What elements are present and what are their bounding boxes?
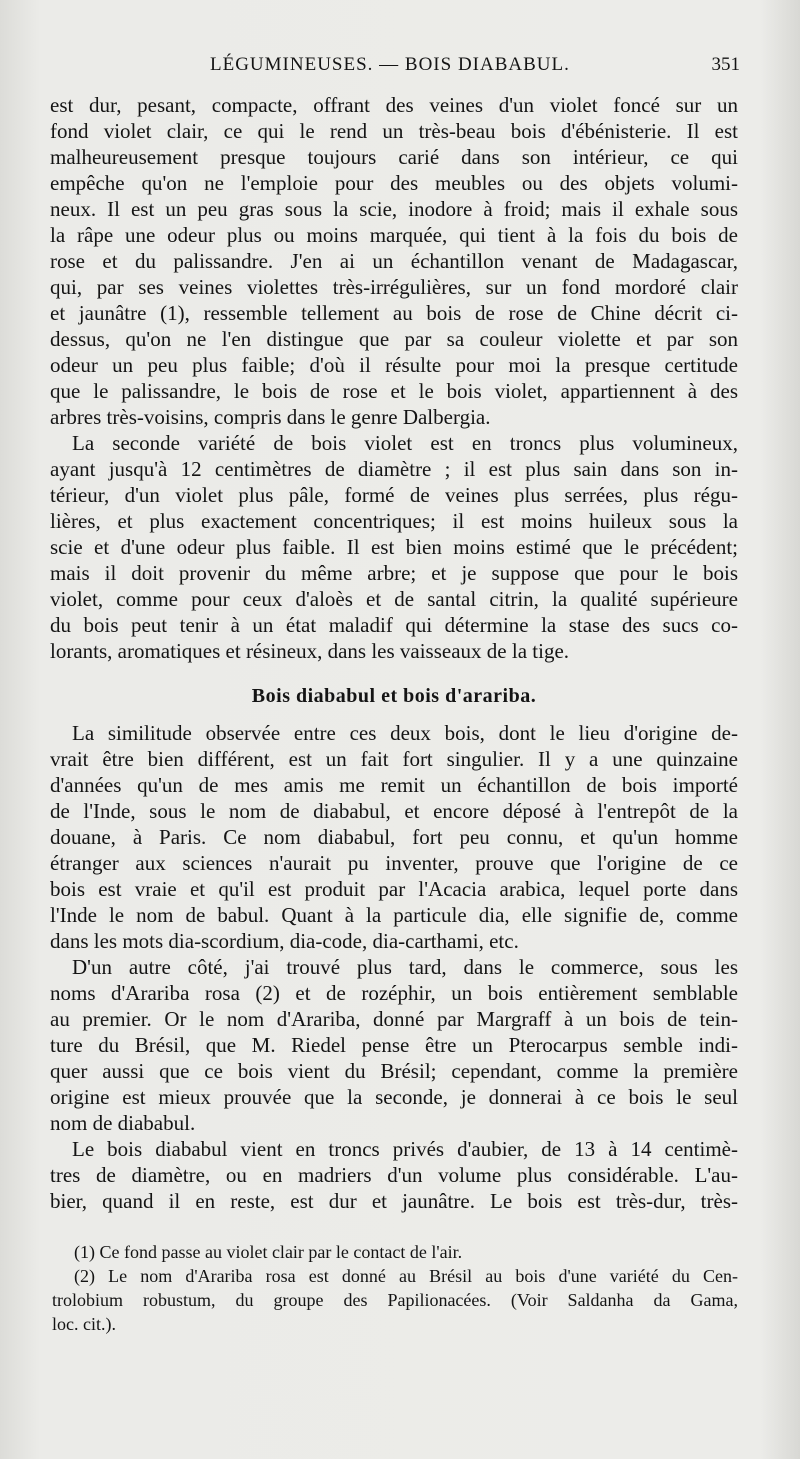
text-line: vrait être bien différent, est un fait fort singulier. Il y a une quinzaine	[50, 747, 738, 771]
text-line: origine est mieux prouvée que la seconde, je donnerai à ce bois le seul	[50, 1085, 738, 1109]
footnote-line: (2) Le nom d'Arariba rosa est donné au Brésil au bois d'une variété du Cen-	[74, 1266, 738, 1286]
body-text	[50, 92, 738, 1214]
text-line: La similitude observée entre ces deux bois, dont le lieu d'origine de-	[72, 721, 738, 745]
text-line: dans les mots dia-scordium, dia-code, dia-carthami, etc.	[50, 929, 519, 953]
text-line: noms d'Arariba rosa (2) et de rozéphir, un bois entièrement semblable	[50, 981, 738, 1005]
text-line: douane, à Paris. Ce nom diababul, fort peu connu, et qu'un homme	[50, 825, 738, 849]
text-line: bier, quand il en reste, est dur et jaunâtre. Le bois est très-dur, très-	[50, 1189, 738, 1213]
text-line: la râpe une odeur plus ou moins marquée, qui tient à la fois du bois de	[50, 223, 738, 247]
paragraph	[50, 92, 738, 430]
text-line: tres de diamètre, ou en madriers d'un volume plus considérable. L'au-	[50, 1163, 738, 1187]
text-line: ture du Brésil, que M. Riedel pense être un Pterocarpus semble indi-	[50, 1033, 738, 1057]
text-line: mais il doit provenir du même arbre; et je suppose que pour le bois	[50, 561, 738, 585]
running-head: LÉGUMINEUSES. — BOIS DIABABUL.	[210, 54, 570, 75]
text-line: est dur, pesant, compacte, offrant des veines d'un violet foncé sur un	[50, 93, 738, 117]
page-header	[50, 54, 740, 80]
text-line: fond violet clair, ce qui le rend un très-beau bois d'ébénisterie. Il est	[50, 119, 738, 143]
text-line: La seconde variété de bois violet est en troncs plus volumineux,	[72, 431, 738, 455]
text-line: ayant jusqu'à 12 centimètres de diamètre ; il est plus sain dans son in-	[50, 457, 738, 481]
text-line: au premier. Or le nom d'Arariba, donné par Margraff à un bois de tein-	[50, 1007, 738, 1031]
text-line: odeur un peu plus faible; d'où il résulte pour moi la presque certitude	[50, 353, 738, 377]
text-line: d'années qu'un de mes amis me remit un échantillon de bois importé	[50, 773, 738, 797]
section-title: Bois diababul et bois d'arariba.	[251, 685, 537, 707]
paragraph	[50, 954, 738, 1136]
text-line: Le bois diababul vient en troncs privés d'aubier, de 13 à 14 centimè-	[72, 1137, 738, 1161]
text-line: rose et du palissandre. J'en ai un échantillon venant de Madagascar,	[50, 249, 738, 273]
footnote-line: trolobium robustum, du groupe des Papilionacées. (Voir Saldanha da Gama,	[52, 1290, 738, 1310]
text-line: dessus, qu'on ne l'en distingue que par sa couleur violette et par son	[50, 327, 738, 351]
footnote-line: (1) Ce fond passe au violet clair par le contact de l'air.	[74, 1242, 463, 1262]
text-line: du bois peut tenir à un état maladif qui détermine la stase des sucs co-	[50, 613, 738, 637]
page-number: 351	[711, 54, 740, 75]
paragraph	[50, 430, 738, 664]
text-line: bois est vraie et qu'il est produit par l'Acacia arabica, lequel porte dans	[50, 877, 738, 901]
text-line: qui, par ses veines violettes très-irrégulières, sur un fond mordoré clair	[50, 275, 738, 299]
text-line: que le palissandre, le bois de rose et le bois violet, appartiennent à des	[50, 379, 738, 403]
text-line: et jaunâtre (1), ressemble tellement au bois de rose de Chine décrit ci-	[50, 301, 738, 325]
text-line: lorants, aromatiques et résineux, dans les vaisseaux de la tige.	[50, 639, 570, 663]
text-line: étranger aux sciences n'aurait pu inventer, prouve que l'origine de ce	[50, 851, 738, 875]
text-line: empêche qu'on ne l'emploie pour des meubles ou des objets volumi-	[50, 171, 738, 195]
text-line: violet, comme pour ceux d'aloès et de santal citrin, la qualité supérieure	[50, 587, 738, 611]
text-line: nom de diababul.	[50, 1111, 196, 1135]
footnote-line: loc. cit.).	[52, 1314, 116, 1334]
text-line: lières, et plus exactement concentriques; il est moins huileux sous la	[50, 509, 738, 533]
paragraph	[50, 1136, 738, 1214]
text-line: neux. Il est un peu gras sous la scie, inodore à froid; mais il exhale sous	[50, 197, 738, 221]
text-line: malheureusement presque toujours carié dans son intérieur, ce qui	[50, 145, 738, 169]
text-line: de l'Inde, sous le nom de diababul, et encore déposé à l'entrepôt de la	[50, 799, 738, 823]
text-line: scie et d'une odeur plus faible. Il est bien moins estimé que le précédent;	[50, 535, 738, 559]
text-line: l'Inde le nom de babul. Quant à la particule dia, elle signifie de, comme	[50, 903, 738, 927]
text-line: térieur, d'un violet plus pâle, formé de veines plus serrées, plus régu-	[50, 483, 738, 507]
text-line: arbres très-voisins, compris dans le genre Dalbergia.	[50, 405, 491, 429]
paragraph	[50, 720, 738, 954]
text-line: D'un autre côté, j'ai trouvé plus tard, dans le commerce, sous les	[72, 955, 738, 979]
footnotes	[52, 1240, 738, 1336]
text-line: quer aussi que ce bois vient du Brésil; cependant, comme la première	[50, 1059, 738, 1083]
